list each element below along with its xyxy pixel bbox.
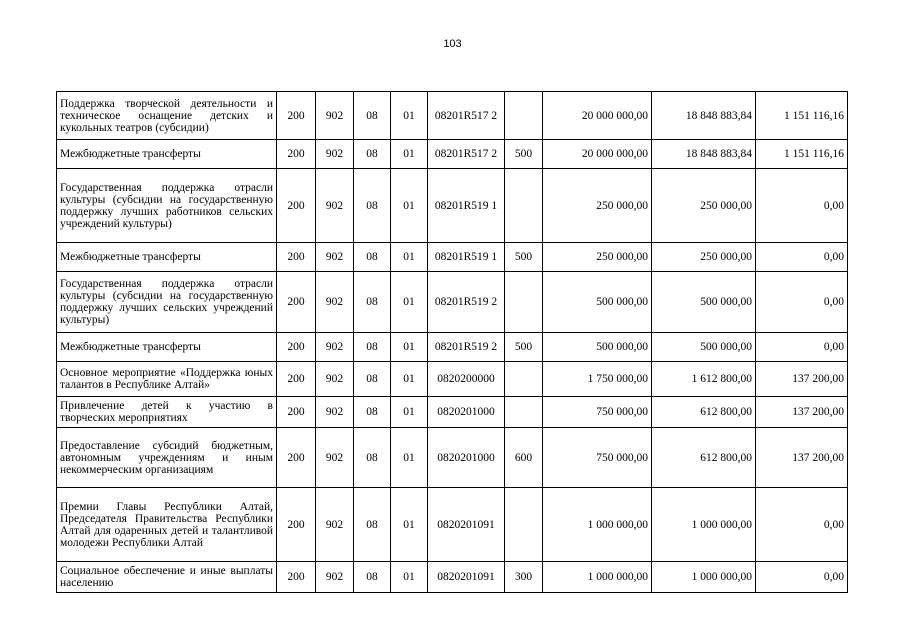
cell-sum3: 1 151 116,16 <box>756 92 848 140</box>
table-row <box>57 243 848 272</box>
cell-c1: 200 <box>277 169 316 243</box>
cell-c4: 01 <box>391 169 428 243</box>
cell-code: 0820200000 <box>428 362 505 397</box>
row-name: Государственная поддержка отрасли культуры (субсидии на государственную поддержку лучших работников сельских учреждений культуры) <box>57 169 277 243</box>
cell-sum3: 0,00 <box>756 243 848 272</box>
cell-sum1: 250 000,00 <box>543 169 652 243</box>
cell-vr <box>505 362 543 397</box>
cell-sum2: 250 000,00 <box>652 243 756 272</box>
cell-sum3: 137 200,00 <box>756 397 848 428</box>
cell-c1: 200 <box>277 272 316 333</box>
table-row <box>57 428 848 488</box>
cell-c1: 200 <box>277 362 316 397</box>
cell-c3: 08 <box>354 562 391 593</box>
cell-sum3: 0,00 <box>756 562 848 593</box>
table-row <box>57 562 848 593</box>
cell-vr <box>505 272 543 333</box>
cell-c1: 200 <box>277 562 316 593</box>
cell-sum2: 500 000,00 <box>652 333 756 362</box>
cell-vr <box>505 397 543 428</box>
cell-c2: 902 <box>316 272 354 333</box>
cell-code: 08201R519 1 <box>428 169 505 243</box>
cell-c4: 01 <box>391 272 428 333</box>
cell-sum3: 137 200,00 <box>756 362 848 397</box>
cell-sum2: 250 000,00 <box>652 169 756 243</box>
cell-c3: 08 <box>354 362 391 397</box>
cell-sum2: 500 000,00 <box>652 272 756 333</box>
cell-c4: 01 <box>391 562 428 593</box>
row-name: Государственная поддержка отрасли культуры (субсидии на государственную поддержку лучших сельских учреждений культуры) <box>57 272 277 333</box>
cell-vr: 600 <box>505 428 543 488</box>
cell-c2: 902 <box>316 362 354 397</box>
cell-sum1: 20 000 000,00 <box>543 92 652 140</box>
cell-c2: 902 <box>316 333 354 362</box>
cell-sum3: 0,00 <box>756 272 848 333</box>
cell-c1: 200 <box>277 243 316 272</box>
cell-c1: 200 <box>277 428 316 488</box>
table-row <box>57 169 848 243</box>
cell-c4: 01 <box>391 92 428 140</box>
cell-vr <box>505 92 543 140</box>
cell-sum2: 18 848 883,84 <box>652 92 756 140</box>
row-name: Основное мероприятие «Поддержка юных талантов в Республике Алтай» <box>57 362 277 397</box>
cell-c2: 902 <box>316 397 354 428</box>
table-row <box>57 488 848 562</box>
budget-table <box>56 91 848 593</box>
cell-sum3: 137 200,00 <box>756 428 848 488</box>
cell-c2: 902 <box>316 140 354 169</box>
cell-c3: 08 <box>354 333 391 362</box>
cell-code: 0820201000 <box>428 397 505 428</box>
cell-c1: 200 <box>277 397 316 428</box>
cell-c2: 902 <box>316 562 354 593</box>
table-row <box>57 140 848 169</box>
cell-sum1: 750 000,00 <box>543 428 652 488</box>
cell-sum2: 1 612 800,00 <box>652 362 756 397</box>
cell-code: 08201R517 2 <box>428 92 505 140</box>
cell-vr <box>505 488 543 562</box>
cell-c2: 902 <box>316 428 354 488</box>
cell-code: 08201R519 1 <box>428 243 505 272</box>
cell-sum2: 18 848 883,84 <box>652 140 756 169</box>
row-name: Привлечение детей к участию в творческих мероприятиях <box>57 397 277 428</box>
cell-sum1: 1 000 000,00 <box>543 488 652 562</box>
cell-code: 08201R519 2 <box>428 333 505 362</box>
table-row <box>57 397 848 428</box>
cell-c4: 01 <box>391 243 428 272</box>
cell-sum2: 612 800,00 <box>652 397 756 428</box>
cell-c1: 200 <box>277 92 316 140</box>
cell-c4: 01 <box>391 362 428 397</box>
cell-sum3: 0,00 <box>756 333 848 362</box>
cell-c4: 01 <box>391 488 428 562</box>
cell-c3: 08 <box>354 488 391 562</box>
cell-sum1: 250 000,00 <box>543 243 652 272</box>
table-row <box>57 333 848 362</box>
cell-c1: 200 <box>277 488 316 562</box>
cell-sum3: 0,00 <box>756 169 848 243</box>
row-name: Поддержка творческой деятельности и техническое оснащение детских и кукольных театров (субсидии) <box>57 92 277 140</box>
cell-sum2: 1 000 000,00 <box>652 488 756 562</box>
cell-c4: 01 <box>391 428 428 488</box>
cell-c3: 08 <box>354 92 391 140</box>
cell-sum1: 1 000 000,00 <box>543 562 652 593</box>
cell-c3: 08 <box>354 272 391 333</box>
cell-sum1: 20 000 000,00 <box>543 140 652 169</box>
table-row <box>57 362 848 397</box>
cell-c2: 902 <box>316 169 354 243</box>
cell-sum2: 612 800,00 <box>652 428 756 488</box>
cell-vr: 500 <box>505 140 543 169</box>
cell-sum1: 500 000,00 <box>543 333 652 362</box>
cell-sum1: 500 000,00 <box>543 272 652 333</box>
cell-sum2: 1 000 000,00 <box>652 562 756 593</box>
cell-code: 08201R519 2 <box>428 272 505 333</box>
cell-c4: 01 <box>391 140 428 169</box>
cell-c3: 08 <box>354 397 391 428</box>
cell-vr <box>505 169 543 243</box>
cell-code: 0820201000 <box>428 428 505 488</box>
cell-sum1: 750 000,00 <box>543 397 652 428</box>
cell-c4: 01 <box>391 333 428 362</box>
cell-c3: 08 <box>354 169 391 243</box>
table-row <box>57 272 848 333</box>
row-name: Предоставление субсидий бюджетным, автономным учреждениям и иным некоммерческим организациям <box>57 428 277 488</box>
cell-c1: 200 <box>277 333 316 362</box>
cell-c4: 01 <box>391 397 428 428</box>
cell-c2: 902 <box>316 243 354 272</box>
row-name: Межбюджетные трансферты <box>57 333 277 362</box>
row-name: Межбюджетные трансферты <box>57 140 277 169</box>
table-row <box>57 92 848 140</box>
cell-c2: 902 <box>316 488 354 562</box>
cell-c3: 08 <box>354 428 391 488</box>
table-body <box>57 92 848 593</box>
row-name: Межбюджетные трансферты <box>57 243 277 272</box>
cell-sum1: 1 750 000,00 <box>543 362 652 397</box>
row-name: Социальное обеспечение и иные выплаты населению <box>57 562 277 593</box>
cell-c3: 08 <box>354 243 391 272</box>
cell-code: 08201R517 2 <box>428 140 505 169</box>
cell-c2: 902 <box>316 92 354 140</box>
cell-code: 0820201091 <box>428 562 505 593</box>
cell-code: 0820201091 <box>428 488 505 562</box>
row-name: Премии Главы Республики Алтай, Председателя Правительства Республики Алтай для одаренных детей и талантливой молодежи Республики Алтай <box>57 488 277 562</box>
cell-c1: 200 <box>277 140 316 169</box>
cell-vr: 500 <box>505 333 543 362</box>
cell-vr: 500 <box>505 243 543 272</box>
cell-sum3: 0,00 <box>756 488 848 562</box>
page-number: 103 <box>443 38 462 50</box>
cell-c3: 08 <box>354 140 391 169</box>
cell-sum3: 1 151 116,16 <box>756 140 848 169</box>
cell-vr: 300 <box>505 562 543 593</box>
